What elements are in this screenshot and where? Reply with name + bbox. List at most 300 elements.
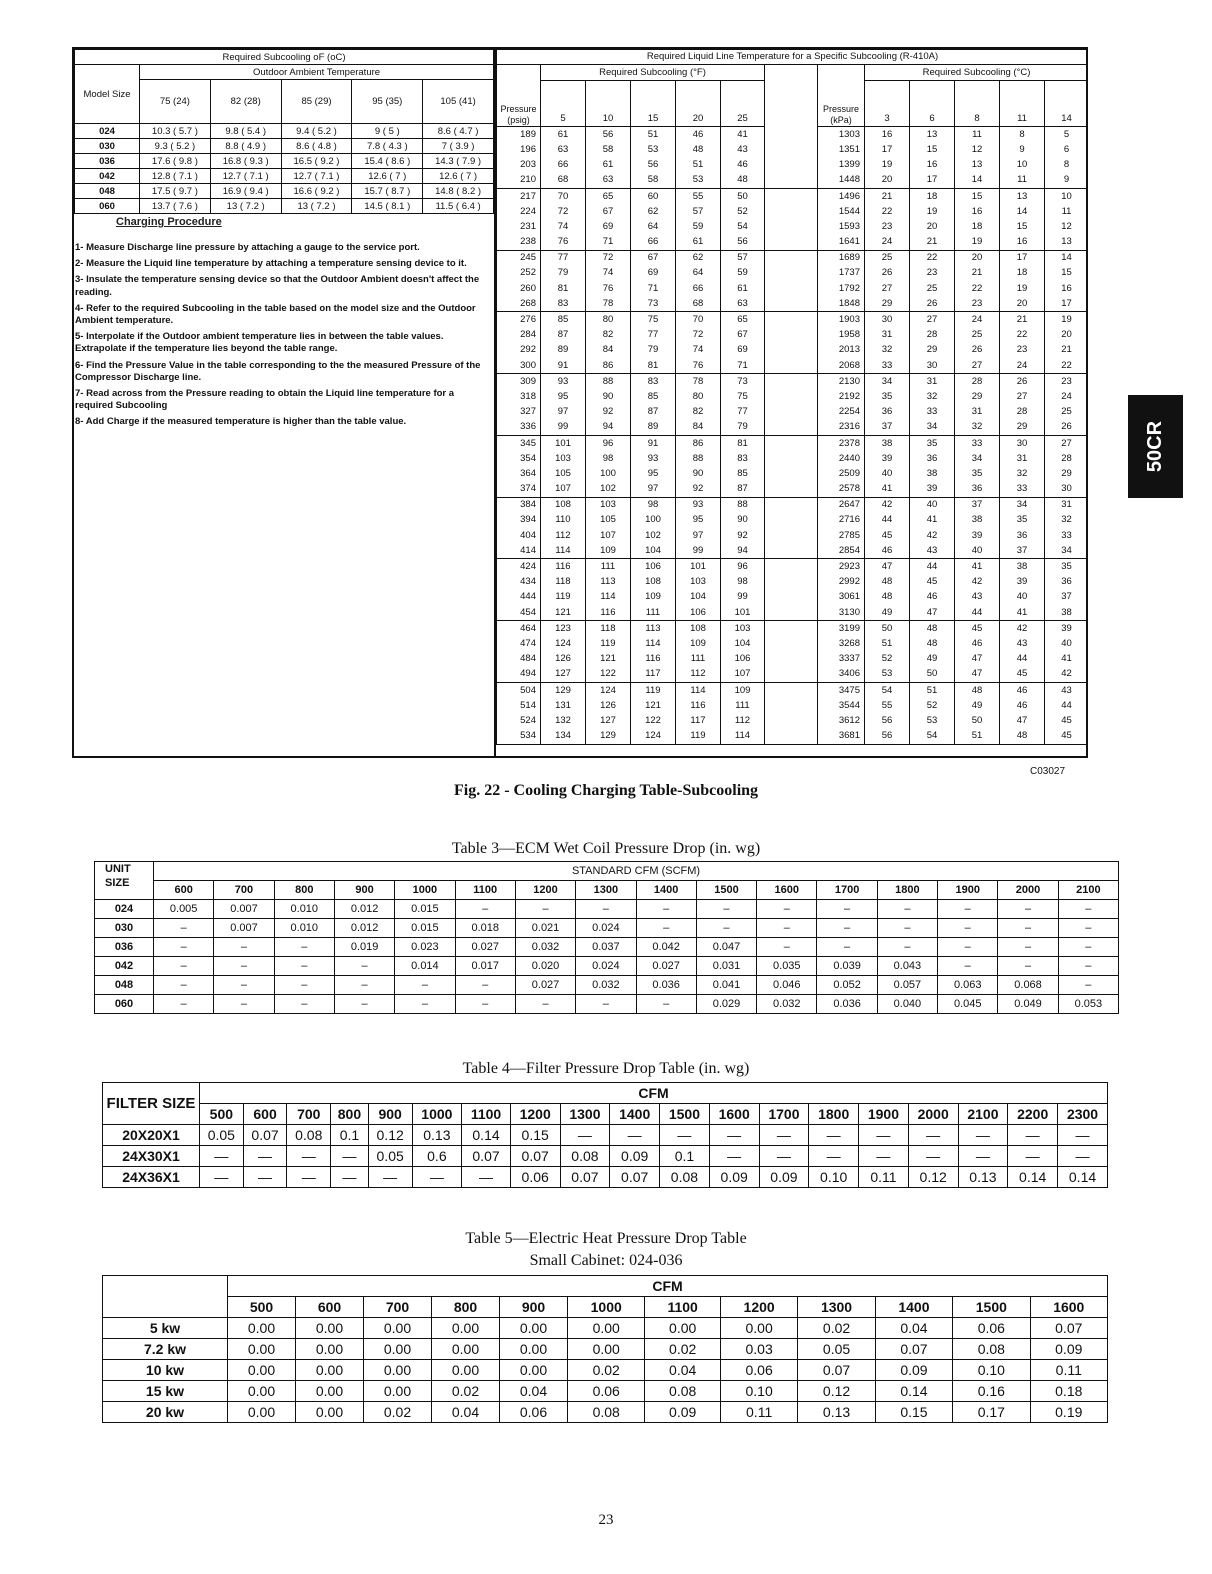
pressure-drop-value: —: [809, 1125, 859, 1146]
liquid-temp-f-cell: 97: [676, 528, 721, 543]
pressure-drop-value: –: [154, 919, 214, 938]
liquid-temp-c-cell: 35: [1045, 559, 1089, 575]
pressure-drop-value: 0.02: [645, 1339, 721, 1360]
table-row: [95, 938, 1119, 957]
liquid-temp-f-cell: 71: [586, 235, 631, 251]
liquid-temp-c-cell: 43: [910, 543, 955, 559]
liquid-temp-f-cell: 43: [721, 142, 765, 157]
subcooling-row: [75, 124, 494, 139]
liquid-temp-c-cell: 8: [1045, 158, 1089, 173]
cfm-column-header: 1300: [576, 881, 636, 900]
cfm-column-header: 1400: [636, 881, 696, 900]
subcooling-value: 13 ( 7.2 ): [281, 199, 352, 214]
liquid-temp-f-cell: 58: [631, 173, 676, 189]
pressure-drop-value: –: [877, 919, 937, 938]
pressure-drop-value: 0.00: [720, 1318, 797, 1339]
cfm-column-header: 600: [154, 881, 214, 900]
required-subcooling-c-title: Required Subcooling (°C): [865, 65, 1089, 81]
liquid-temp-f-cell: 117: [676, 713, 721, 728]
ecm-wet-coil-table: [94, 861, 1119, 1014]
pressure-drop-value: —: [560, 1125, 610, 1146]
liquid-temp-f-cell: 89: [541, 343, 586, 358]
liquid-temp-c-cell: 28: [910, 328, 955, 343]
pressure-drop-value: —: [759, 1125, 809, 1146]
liquid-temp-c-cell: 27: [910, 312, 955, 328]
liquid-line-temperature-table: [496, 49, 1088, 745]
pressure-kpa-cell: 2316: [818, 420, 865, 436]
subcooling-c-header: 3: [865, 81, 910, 127]
table-row: [103, 1381, 1108, 1402]
ambient-temp-header: 105 (41): [423, 80, 494, 124]
pressure-kpa-cell: 3475: [818, 682, 865, 698]
cfm-column-header: 1700: [759, 1104, 809, 1125]
liquid-temp-c-cell: 48: [955, 682, 1000, 698]
liquid-temp-row: [497, 652, 1089, 667]
pressure-drop-value: —: [331, 1146, 369, 1167]
pressure-drop-value: —: [1058, 1125, 1108, 1146]
pressure-drop-value: –: [998, 957, 1058, 976]
pressure-drop-value: –: [1058, 957, 1118, 976]
pressure-drop-value: —: [809, 1146, 859, 1167]
liquid-temp-f-cell: 94: [721, 543, 765, 559]
liquid-temp-c-cell: 37: [1000, 543, 1045, 559]
unit-size-cell: 024: [95, 900, 154, 919]
pressure-drop-value: 0.19: [1030, 1402, 1107, 1423]
pressure-drop-value: 0.12: [908, 1167, 958, 1188]
pressure-drop-value: 0.02: [798, 1318, 875, 1339]
liquid-temp-c-cell: 26: [955, 343, 1000, 358]
liquid-temp-f-cell: 107: [586, 528, 631, 543]
pressure-drop-value: 0.09: [610, 1146, 660, 1167]
pressure-drop-value: –: [214, 957, 274, 976]
cooling-charging-figure: [72, 47, 1088, 758]
liquid-temp-c-cell: 30: [1000, 435, 1045, 451]
subcooling-value: 12.7 ( 7.1 ): [210, 169, 281, 184]
liquid-temp-f-cell: 127: [586, 713, 631, 728]
filter-pressure-drop-table: [102, 1082, 1108, 1188]
liquid-temp-f-cell: 82: [676, 405, 721, 420]
liquid-temp-c-cell: 11: [955, 127, 1000, 143]
liquid-temp-f-cell: 83: [631, 374, 676, 390]
pressure-drop-value: 0.00: [364, 1381, 432, 1402]
subcooling-value: 14.8 ( 8.2 ): [423, 184, 494, 199]
liquid-temp-f-cell: 72: [586, 250, 631, 266]
pressure-drop-value: 0.00: [364, 1339, 432, 1360]
pressure-drop-value: 0.02: [568, 1360, 645, 1381]
liquid-temp-c-cell: 52: [865, 652, 910, 667]
table4-caption: Table 4—Filter Pressure Drop Table (in. wg): [462, 1060, 750, 1077]
pressure-kpa-cell: 1351: [818, 142, 865, 157]
liquid-temp-f-cell: 54: [721, 219, 765, 234]
pressure-psig-cell: 276: [497, 312, 541, 328]
liquid-temp-f-cell: 106: [631, 559, 676, 575]
liquid-temp-c-cell: 51: [910, 682, 955, 698]
pressure-drop-value: 0.032: [576, 976, 636, 995]
liquid-temp-c-cell: 45: [955, 621, 1000, 637]
liquid-temp-c-cell: 30: [865, 312, 910, 328]
pressure-drop-value: –: [636, 995, 696, 1014]
cfm-column-header: 800: [432, 1297, 500, 1318]
pressure-drop-value: 0.06: [953, 1318, 1030, 1339]
liquid-temp-c-cell: 45: [910, 575, 955, 590]
liquid-temp-f-cell: 111: [631, 605, 676, 621]
pressure-kpa-cell: 2440: [818, 451, 865, 466]
liquid-temp-f-cell: 99: [541, 420, 586, 436]
liquid-temp-c-cell: 38: [865, 435, 910, 451]
cfm-column-header: 600: [243, 1104, 287, 1125]
subcooling-value: 12.7 ( 7.1 ): [281, 169, 352, 184]
subcooling-value: 8.6 ( 4.8 ): [281, 139, 352, 154]
liquid-temp-row: [497, 698, 1089, 713]
liquid-temp-c-cell: 19: [1045, 312, 1089, 328]
liquid-temp-c-cell: 14: [1045, 250, 1089, 266]
liquid-temp-f-cell: 63: [721, 296, 765, 312]
table-row: [103, 1167, 1108, 1188]
liquid-temp-c-cell: 29: [1000, 420, 1045, 436]
liquid-temp-c-cell: 38: [1000, 559, 1045, 575]
liquid-temp-f-cell: 122: [586, 667, 631, 683]
pressure-drop-value: —: [709, 1125, 759, 1146]
pressure-drop-value: 0.6: [412, 1146, 462, 1167]
pressure-drop-value: 0.13: [798, 1402, 875, 1423]
liquid-temp-c-cell: 41: [1000, 605, 1045, 621]
liquid-temp-f-cell: 63: [541, 142, 586, 157]
pressure-psig-cell: 524: [497, 713, 541, 728]
liquid-temp-f-cell: 61: [586, 158, 631, 173]
liquid-temp-row: [497, 296, 1089, 312]
pressure-kpa-cell: 1848: [818, 296, 865, 312]
pressure-drop-value: 0.11: [859, 1167, 909, 1188]
liquid-temp-c-cell: 34: [910, 420, 955, 436]
subcooling-value: 15.7 ( 8.7 ): [352, 184, 423, 199]
liquid-temp-row: [497, 682, 1089, 698]
pressure-drop-value: 0.00: [296, 1402, 364, 1423]
liquid-temp-c-cell: 36: [865, 405, 910, 420]
pressure-drop-value: 0.035: [757, 957, 817, 976]
liquid-temp-f-cell: 53: [676, 173, 721, 189]
liquid-temp-c-cell: 28: [1000, 405, 1045, 420]
pressure-drop-value: 0.021: [515, 919, 575, 938]
liquid-temp-c-cell: 48: [910, 621, 955, 637]
liquid-temp-f-cell: 116: [676, 698, 721, 713]
subcooling-value: 7.8 ( 4.3 ): [352, 139, 423, 154]
pressure-drop-value: 0.00: [364, 1318, 432, 1339]
liquid-temp-c-cell: 44: [1045, 698, 1089, 713]
liquid-temp-f-cell: 55: [676, 188, 721, 204]
liquid-temp-f-cell: 64: [676, 266, 721, 281]
liquid-temp-f-cell: 80: [586, 312, 631, 328]
charging-step: 7- Read across from the Pressure reading to obtain the Liquid line temperature for a required Subcooling: [75, 388, 455, 412]
pressure-drop-value: –: [1058, 900, 1118, 919]
liquid-temp-c-cell: 22: [910, 250, 955, 266]
liquid-temp-f-cell: 103: [721, 621, 765, 637]
pressure-drop-value: 0.00: [568, 1339, 645, 1360]
liquid-temp-row: [497, 466, 1089, 481]
liquid-temp-f-cell: 62: [631, 204, 676, 219]
liquid-temp-c-cell: 24: [955, 312, 1000, 328]
liquid-temp-row: [497, 281, 1089, 296]
pressure-psig-cell: 454: [497, 605, 541, 621]
table3-caption: Table 3—ECM Wet Coil Pressure Drop (in. wg): [451, 840, 761, 857]
subcooling-value: 16.5 ( 9.2 ): [281, 154, 352, 169]
liquid-temp-f-cell: 61: [541, 127, 586, 143]
unit-size-cell: 036: [95, 938, 154, 957]
pressure-psig-cell: 534: [497, 729, 541, 745]
subcooling-f-header: 5: [541, 81, 586, 127]
subcooling-row: [75, 199, 494, 214]
liquid-temp-c-cell: 43: [1000, 636, 1045, 651]
liquid-temp-c-cell: 23: [865, 219, 910, 234]
liquid-temp-f-cell: 111: [586, 559, 631, 575]
liquid-temp-c-cell: 17: [1000, 250, 1045, 266]
liquid-temp-c-cell: 18: [910, 188, 955, 204]
figure-caption: Fig. 22 - Cooling Charging Table-Subcooling: [453, 782, 759, 799]
pressure-psig-cell: 252: [497, 266, 541, 281]
pressure-drop-value: 0.06: [510, 1167, 560, 1188]
liquid-temp-f-cell: 116: [631, 652, 676, 667]
cfm-column-header: 2100: [1058, 881, 1118, 900]
liquid-temp-f-cell: 72: [541, 204, 586, 219]
pressure-kpa-cell: 2130: [818, 374, 865, 390]
pressure-psig-cell: 189: [497, 127, 541, 143]
table-row: [95, 976, 1119, 995]
pressure-drop-value: 0.00: [228, 1339, 296, 1360]
liquid-temp-row: [497, 312, 1089, 328]
liquid-temp-c-cell: 52: [910, 698, 955, 713]
liquid-temp-f-cell: 105: [586, 513, 631, 528]
pressure-drop-value: –: [757, 919, 817, 938]
liquid-temp-f-cell: 86: [586, 358, 631, 374]
liquid-temp-f-cell: 95: [541, 389, 586, 404]
liquid-temp-row: [497, 358, 1089, 374]
liquid-temp-f-cell: 109: [631, 590, 676, 605]
liquid-temp-f-cell: 110: [541, 513, 586, 528]
subcooling-value: 9 ( 5 ): [352, 124, 423, 139]
liquid-temp-c-cell: 29: [1045, 466, 1089, 481]
table-row: [103, 1125, 1108, 1146]
liquid-temp-c-cell: 25: [1045, 405, 1089, 420]
pressure-psig-cell: 231: [497, 219, 541, 234]
pressure-drop-value: 0.019: [334, 938, 394, 957]
pressure-drop-value: —: [759, 1146, 809, 1167]
charging-step: 2- Measure the Liquid line temperature by attaching a temperature sensing device to it.: [75, 258, 467, 270]
liquid-temp-c-cell: 50: [865, 621, 910, 637]
outdoor-ambient-title: Outdoor Ambient Temperature: [140, 65, 494, 80]
liquid-temp-row: [497, 435, 1089, 451]
subcooling-value: 10.3 ( 5.7 ): [140, 124, 211, 139]
subcooling-value: 9.4 ( 5.2 ): [281, 124, 352, 139]
liquid-temp-c-cell: 15: [955, 188, 1000, 204]
liquid-temp-f-cell: 68: [676, 296, 721, 312]
liquid-temp-c-cell: 26: [1000, 374, 1045, 390]
liquid-temp-f-cell: 118: [541, 575, 586, 590]
liquid-temp-f-cell: 106: [676, 605, 721, 621]
required-subcooling-f-title: Required Subcooling (°F): [541, 65, 765, 81]
liquid-temp-f-cell: 97: [631, 482, 676, 498]
section-tab: 50CR: [1128, 395, 1183, 498]
subcooling-row: [75, 139, 494, 154]
liquid-temp-row: [497, 374, 1089, 390]
liquid-temp-f-cell: 126: [586, 698, 631, 713]
pressure-drop-value: 0.07: [560, 1167, 610, 1188]
liquid-temp-f-cell: 46: [676, 127, 721, 143]
liquid-temp-f-cell: 96: [721, 559, 765, 575]
pressure-drop-value: —: [331, 1167, 369, 1188]
liquid-temp-f-cell: 109: [721, 682, 765, 698]
liquid-temp-row: [497, 621, 1089, 637]
pressure-kpa-cell: 2785: [818, 528, 865, 543]
pressure-drop-value: —: [287, 1146, 331, 1167]
liquid-temp-f-cell: 73: [631, 296, 676, 312]
liquid-temp-c-cell: 53: [910, 713, 955, 728]
liquid-temp-f-cell: 134: [541, 729, 586, 745]
pressure-drop-value: 0.00: [228, 1318, 296, 1339]
heater-kw-cell: 15 kw: [103, 1381, 228, 1402]
liquid-temp-f-cell: 93: [676, 497, 721, 513]
liquid-temp-c-cell: 37: [865, 420, 910, 436]
liquid-temp-c-cell: 11: [1000, 173, 1045, 189]
liquid-temp-f-cell: 109: [676, 636, 721, 651]
liquid-temp-f-cell: 63: [586, 173, 631, 189]
liquid-temp-f-cell: 67: [631, 250, 676, 266]
pressure-drop-value: 0.15: [510, 1125, 560, 1146]
liquid-temp-f-cell: 113: [586, 575, 631, 590]
pressure-drop-value: 0.027: [455, 938, 515, 957]
liquid-temp-f-cell: 121: [586, 652, 631, 667]
liquid-temp-row: [497, 158, 1089, 173]
liquid-temp-c-cell: 12: [955, 142, 1000, 157]
heater-kw-cell: 20 kw: [103, 1402, 228, 1423]
liquid-temp-row: [497, 513, 1089, 528]
liquid-temp-f-cell: 70: [541, 188, 586, 204]
subcooling-value: 7 ( 3.9 ): [423, 139, 494, 154]
liquid-temp-f-cell: 51: [676, 158, 721, 173]
pressure-drop-value: 0.04: [645, 1360, 721, 1381]
liquid-temp-f-cell: 94: [586, 420, 631, 436]
liquid-temp-row: [497, 497, 1089, 513]
pressure-drop-value: 0.039: [817, 957, 877, 976]
pressure-drop-value: 0.010: [274, 900, 334, 919]
figure-code: C03027: [1030, 766, 1066, 777]
cfm-column-header: 1600: [757, 881, 817, 900]
liquid-temp-c-cell: 37: [955, 497, 1000, 513]
cfm-column-header: 1000: [412, 1104, 462, 1125]
pressure-drop-value: 0.05: [798, 1339, 875, 1360]
pressure-drop-value: –: [274, 938, 334, 957]
liquid-temp-c-cell: 46: [955, 636, 1000, 651]
unit-size-cell: 030: [95, 919, 154, 938]
pressure-drop-value: 0.036: [636, 976, 696, 995]
liquid-temp-f-cell: 53: [631, 142, 676, 157]
liquid-temp-c-cell: 50: [955, 713, 1000, 728]
pressure-drop-value: 0.10: [809, 1167, 859, 1188]
cfm-column-header: 1300: [798, 1297, 875, 1318]
liquid-temp-row: [497, 482, 1089, 498]
pressure-drop-value: 0.00: [228, 1402, 296, 1423]
pressure-drop-value: –: [214, 938, 274, 957]
pressure-drop-value: 0.00: [500, 1339, 568, 1360]
liquid-temp-f-cell: 79: [631, 343, 676, 358]
pressure-drop-value: 0.049: [998, 995, 1058, 1014]
pressure-drop-value: –: [817, 919, 877, 938]
liquid-temp-f-cell: 70: [676, 312, 721, 328]
pressure-psig-header: Pressure (psig): [497, 65, 541, 127]
pressure-kpa-cell: 2923: [818, 559, 865, 575]
subcooling-value: 9.8 ( 5.4 ): [210, 124, 281, 139]
liquid-temp-c-cell: 41: [1045, 652, 1089, 667]
liquid-temp-f-cell: 48: [721, 173, 765, 189]
pressure-drop-value: –: [1058, 919, 1118, 938]
pressure-drop-value: 0.1: [660, 1146, 710, 1167]
pressure-psig-cell: 309: [497, 374, 541, 390]
liquid-temp-c-cell: 24: [1045, 389, 1089, 404]
liquid-temp-c-cell: 26: [865, 266, 910, 281]
cfm-column-header: 1400: [610, 1104, 660, 1125]
cfm-column-header: 800: [274, 881, 334, 900]
pressure-kpa-cell: 1399: [818, 158, 865, 173]
pressure-drop-value: 0.11: [1030, 1360, 1107, 1381]
liquid-temp-c-cell: 47: [865, 559, 910, 575]
liquid-temp-c-cell: 42: [955, 575, 1000, 590]
liquid-temp-f-cell: 79: [721, 420, 765, 436]
pressure-drop-value: –: [636, 900, 696, 919]
liquid-temp-f-cell: 83: [541, 296, 586, 312]
cfm-column-header: 2300: [1058, 1104, 1108, 1125]
liquid-temp-f-cell: 66: [676, 281, 721, 296]
pressure-psig-cell: 394: [497, 513, 541, 528]
unit-size-cell: 060: [95, 995, 154, 1014]
liquid-temp-c-cell: 31: [955, 405, 1000, 420]
pressure-drop-value: 0.00: [645, 1318, 721, 1339]
liquid-temp-f-cell: 69: [721, 343, 765, 358]
liquid-temp-c-cell: 20: [910, 219, 955, 234]
cfm-column-header: 1100: [462, 1104, 511, 1125]
liquid-temp-c-cell: 21: [865, 188, 910, 204]
liquid-temp-f-cell: 87: [541, 328, 586, 343]
pressure-drop-value: –: [757, 900, 817, 919]
liquid-temp-c-cell: 21: [1000, 312, 1045, 328]
heater-kw-cell: 7.2 kw: [103, 1339, 228, 1360]
pressure-kpa-cell: 1544: [818, 204, 865, 219]
liquid-temp-c-cell: 47: [1000, 713, 1045, 728]
liquid-temp-row: [497, 590, 1089, 605]
liquid-temp-f-cell: 78: [586, 296, 631, 312]
pressure-drop-value: 0.00: [568, 1318, 645, 1339]
liquid-temp-f-cell: 61: [676, 235, 721, 251]
liquid-temp-c-cell: 53: [865, 667, 910, 683]
liquid-temp-c-cell: 37: [1045, 590, 1089, 605]
pressure-drop-value: 0.043: [877, 957, 937, 976]
cfm-column-header: 1600: [709, 1104, 759, 1125]
subcooling-value: 11.5 ( 6.4 ): [423, 199, 494, 214]
liquid-temp-c-cell: 17: [865, 142, 910, 157]
liquid-temp-c-cell: 17: [910, 173, 955, 189]
liquid-temp-c-cell: 10: [1045, 188, 1089, 204]
liquid-temp-c-cell: 33: [955, 435, 1000, 451]
pressure-drop-value: 0.017: [455, 957, 515, 976]
pressure-drop-value: —: [908, 1146, 958, 1167]
liquid-temp-c-cell: 32: [1045, 513, 1089, 528]
pressure-drop-value: —: [660, 1125, 710, 1146]
pressure-psig-cell: 514: [497, 698, 541, 713]
cfm-column-header: 1500: [696, 881, 756, 900]
liquid-temp-c-cell: 40: [1045, 636, 1089, 651]
subcooling-value: 12.6 ( 7 ): [423, 169, 494, 184]
cfm-column-header: 500: [228, 1297, 296, 1318]
cfm-column-header: 1200: [720, 1297, 797, 1318]
pressure-drop-value: 0.10: [953, 1360, 1030, 1381]
liquid-temp-c-cell: 42: [1045, 667, 1089, 683]
